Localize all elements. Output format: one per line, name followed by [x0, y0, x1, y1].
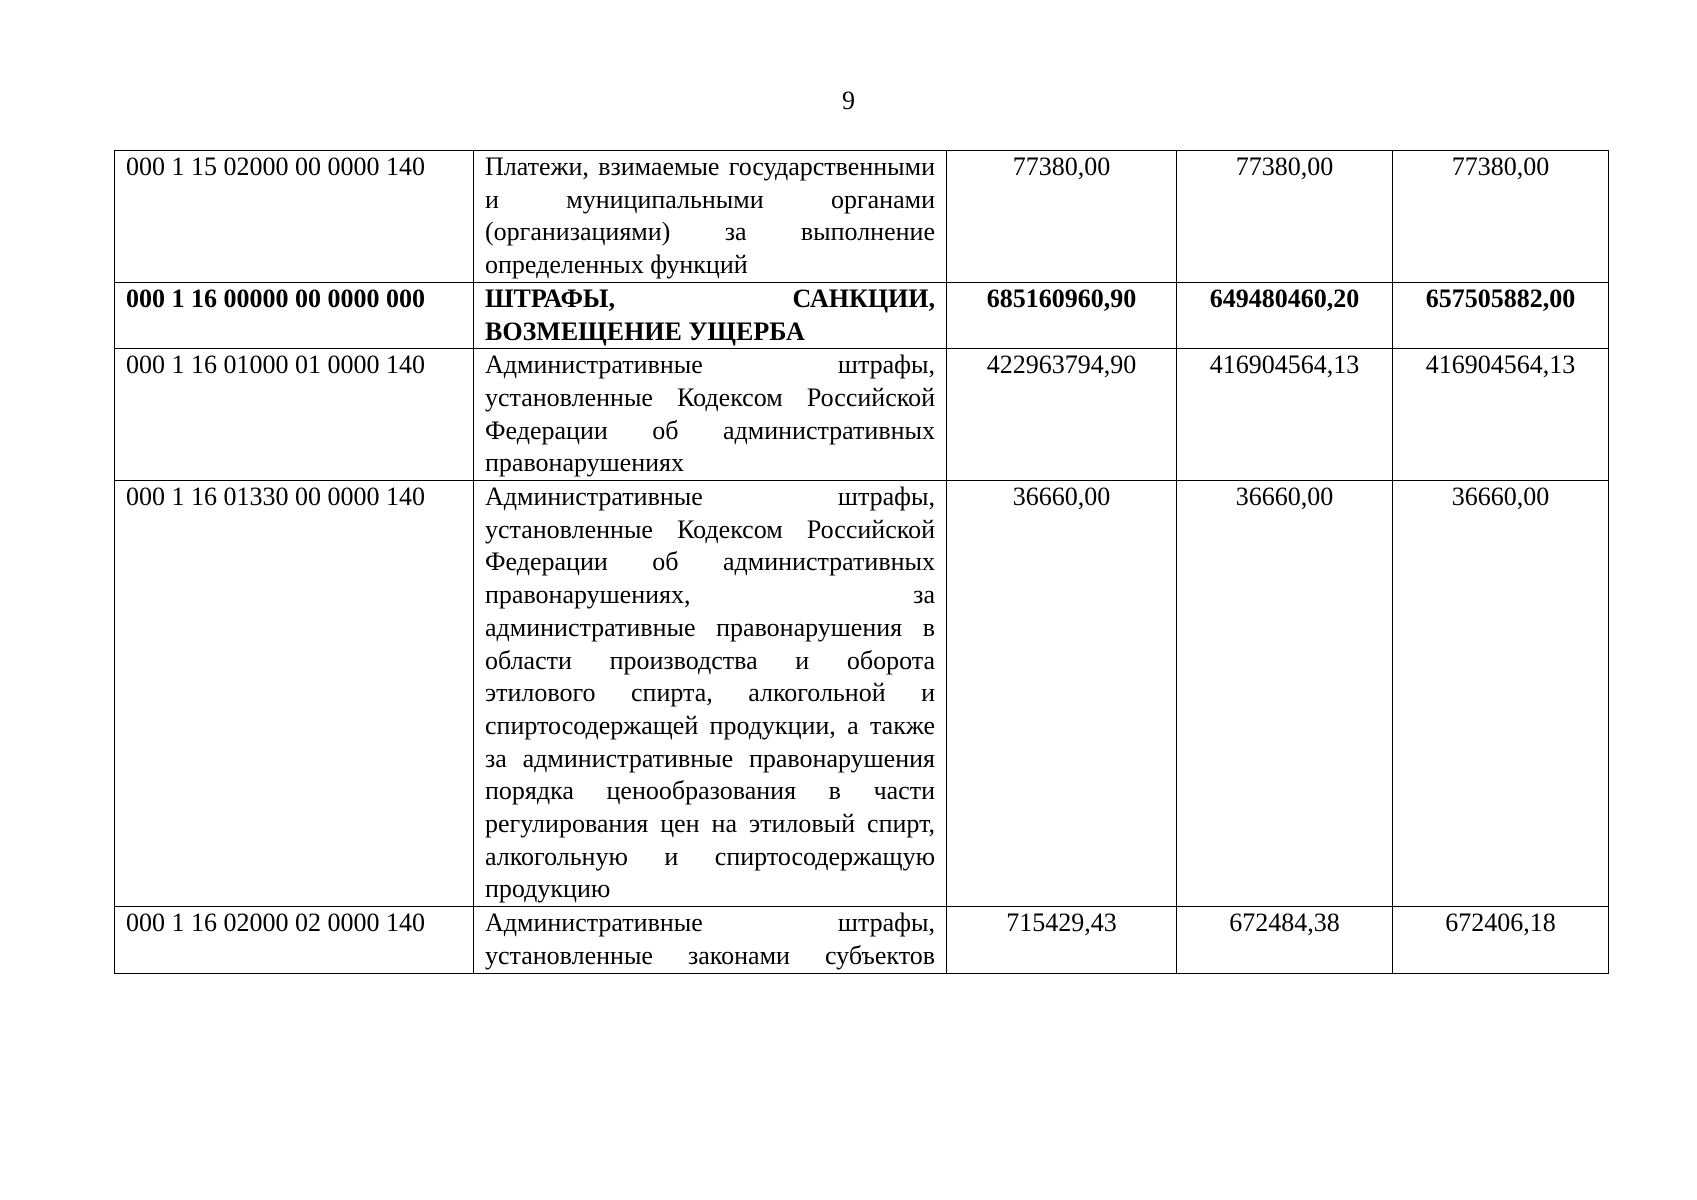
budget-code-cell: 000 1 15 02000 00 0000 140 [115, 151, 474, 283]
amount-cell-2: 36660,00 [1177, 481, 1393, 907]
revenue-table [114, 150, 1609, 974]
table-row [115, 481, 1609, 907]
table-row [115, 151, 1609, 283]
description-cell: Административные штрафы, установленные законами субъектов [474, 907, 947, 973]
amount-cell-1: 36660,00 [947, 481, 1177, 907]
table-row [115, 907, 1609, 973]
amount-cell-1: 715429,43 [947, 907, 1177, 973]
page-number: 9 [842, 86, 855, 115]
description-cell: Административные штрафы, установленные Кодексом Российской Федерации об административных правонарушениях, за административные правонарушения в области производства и оборота этилового спирта, алкогольной и спиртосодержащей продукции, а также за административные правонарушения порядка ценообразования в части регулирования цен на этиловый спирт, алкогольную и спиртосодержащую продукцию [474, 481, 947, 907]
table-row-section-total [115, 282, 1609, 348]
description-cell: Платежи, взимаемые государственными и муниципальными органами (организациями) за выполнение определенных функций [474, 151, 947, 283]
amount-cell-3: 672406,18 [1393, 907, 1609, 973]
budget-code-cell: 000 1 16 02000 02 0000 140 [115, 907, 474, 973]
budget-code-cell: 000 1 16 01330 00 0000 140 [115, 481, 474, 907]
amount-cell-1: 685160960,90 [947, 282, 1177, 348]
amount-cell-3: 416904564,13 [1393, 349, 1609, 481]
amount-cell-2: 416904564,13 [1177, 349, 1393, 481]
budget-code-cell: 000 1 16 00000 00 0000 000 [115, 282, 474, 348]
amount-cell-2: 672484,38 [1177, 907, 1393, 973]
amount-cell-2: 649480460,20 [1177, 282, 1393, 348]
amount-cell-3: 36660,00 [1393, 481, 1609, 907]
description-cell: ШТРАФЫ, САНКЦИИ, ВОЗМЕЩЕНИЕ УЩЕРБА [474, 282, 947, 348]
table-row [115, 349, 1609, 481]
budget-code-cell: 000 1 16 01000 01 0000 140 [115, 349, 474, 481]
amount-cell-3: 77380,00 [1393, 151, 1609, 283]
amount-cell-2: 77380,00 [1177, 151, 1393, 283]
description-cell: Административные штрафы, установленные Кодексом Российской Федерации об административных правонарушениях [474, 349, 947, 481]
amount-cell-1: 422963794,90 [947, 349, 1177, 481]
amount-cell-1: 77380,00 [947, 151, 1177, 283]
amount-cell-3: 657505882,00 [1393, 282, 1609, 348]
